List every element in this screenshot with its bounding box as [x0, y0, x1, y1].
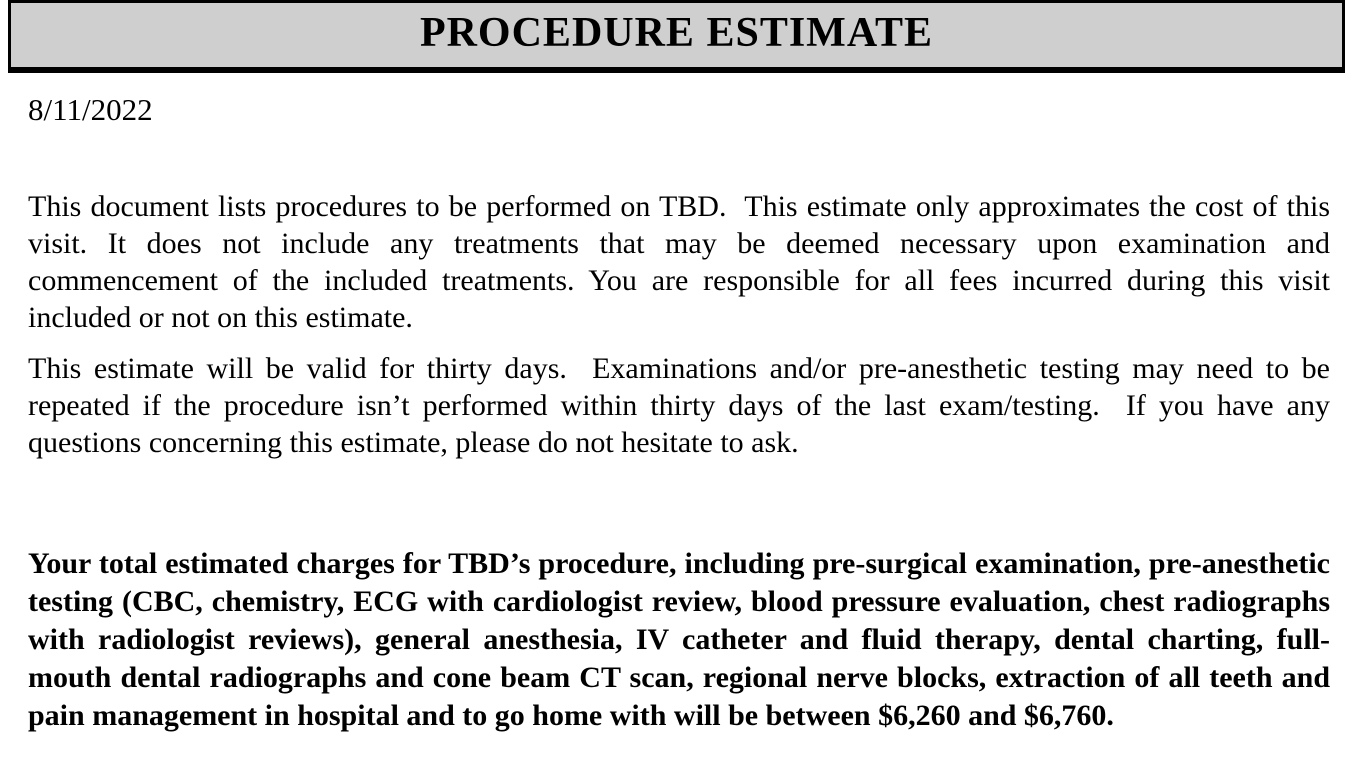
document-date: 8/11/2022 — [28, 92, 153, 127]
page-title: PROCEDURE ESTIMATE — [419, 10, 934, 56]
validity-paragraph: This estimate will be valid for thirty days. Examinations and/or pre-anesthetic testing may need to be repeated if the procedure isn’t performed within thirty days of the last exam/testing. If you have any questions concerning this estimate, please do not hesitate to ask. — [28, 352, 1330, 459]
document-body — [0, 91, 1358, 735]
estimate-total-paragraph: Your total estimated charges for TBD’s procedure, including pre-surgical examination, pre-anesthetic testing (CBC, chemistry, ECG with cardiologist review, blood pressure evaluation, chest radiographs with radiologist reviews), general anesthesia, IV catheter and fluid therapy, dental charting, full-mouth dental radiographs and cone beam CT scan, regional nerve blocks, extraction of all teeth and pain management in hospital and to go home with will be between $6,260 and $6,760. — [28, 547, 1330, 732]
intro-paragraph: This document lists procedures to be performed on TBD. This estimate only approximates the cost of this visit. It does not include any treatments that may be deemed necessary upon examination and commencement of the included treatments. You are responsible for all fees incurred during this visit included or not on this estimate. — [28, 190, 1330, 334]
document-title-banner — [8, 0, 1345, 73]
